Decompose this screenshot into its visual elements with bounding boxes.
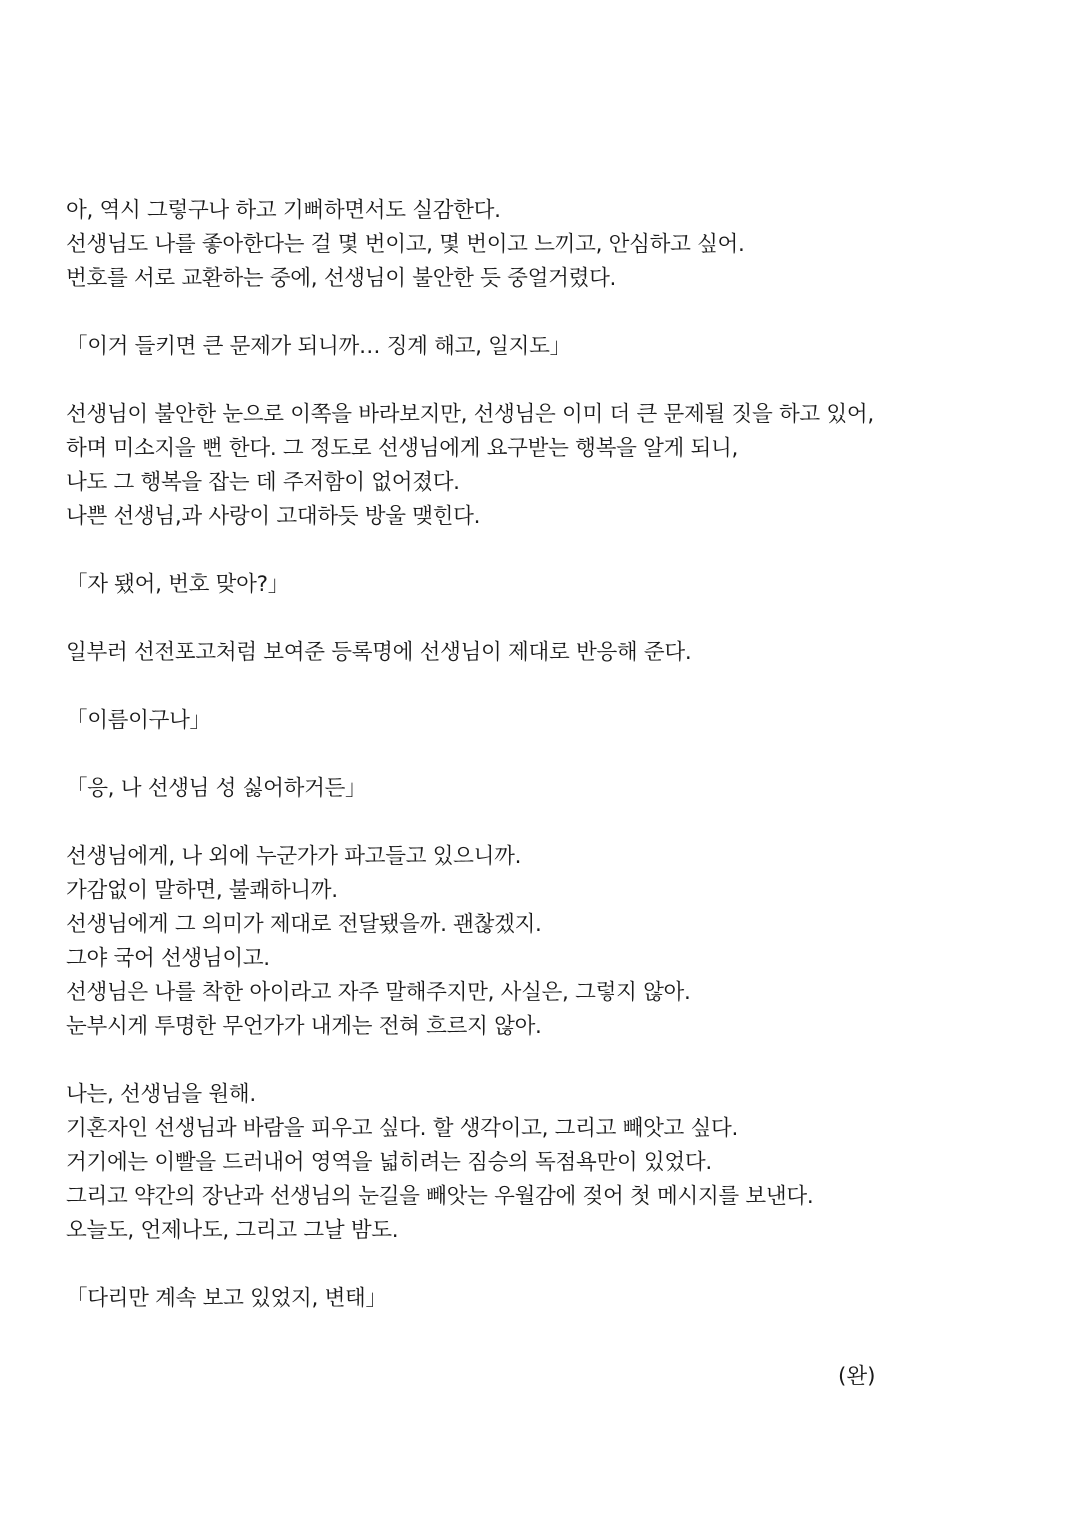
paragraph <box>66 1078 1026 1248</box>
text-line: 일부러 선전포고처럼 보여준 등록명에 선생님이 제대로 반응해 준다. <box>66 640 692 665</box>
text-line: 그리고 약간의 장난과 선생님의 눈길을 빼앗는 우월감에 젖어 첫 메시지를 보낸다. <box>66 1184 814 1209</box>
dialogue-line: 「자 됐어, 번호 맞아?」 <box>66 572 289 597</box>
text-line: 나도 그 행복을 잡는 데 주저함이 없어졌다. <box>66 470 460 495</box>
text-line: 그야 국어 선생님이고. <box>66 946 270 971</box>
text-line: 선생님도 나를 좋아한다는 걸 몇 번이고, 몇 번이고 느끼고, 안심하고 싶어. <box>66 232 745 257</box>
text-line: 오늘도, 언제나도, 그리고 그날 밤도. <box>66 1218 399 1243</box>
text-line: 선생님이 불안한 눈으로 이쪽을 바라보지만, 선생님은 이미 더 큰 문제될 짓을 하고 있어, <box>66 402 874 427</box>
paragraph <box>66 194 1026 296</box>
text-line: 가감없이 말하면, 불쾌하니까. <box>66 878 338 903</box>
dialogue-line: 「이거 들키면 큰 문제가 되니까… 징계 해고, 일지도」 <box>66 334 571 359</box>
text-line: 거기에는 이빨을 드러내어 영역을 넓히려는 짐승의 독점욕만이 있었다. <box>66 1150 712 1175</box>
text-line: 번호를 서로 교환하는 중에, 선생님이 불안한 듯 중얼거렸다. <box>66 266 617 291</box>
text-line: 선생님은 나를 착한 아이라고 자주 말해주지만, 사실은, 그렇지 않아. <box>66 980 691 1005</box>
dialogue-paragraph <box>66 704 1026 738</box>
paragraph <box>66 636 1026 670</box>
dialogue-line: 「응, 나 선생님 성 싫어하거든」 <box>66 776 367 801</box>
story-text <box>66 194 1026 1350</box>
text-line: 나쁜 선생님,과 사랑이 고대하듯 방울 맺힌다. <box>66 504 481 529</box>
dialogue-line: 「이름이구나」 <box>66 708 211 733</box>
end-mark: (완) <box>838 1364 876 1389</box>
text-line: 하며 미소지을 뻔 한다. 그 정도로 선생님에게 요구받는 행복을 알게 되니, <box>66 436 739 461</box>
text-line: 기혼자인 선생님과 바람을 피우고 싶다. 할 생각이고, 그리고 빼앗고 싶다. <box>66 1116 739 1141</box>
text-line: 아, 역시 그렇구나 하고 기뻐하면서도 실감한다. <box>66 198 501 223</box>
text-line: 선생님에게 그 의미가 제대로 전달됐을까. 괜찮겠지. <box>66 912 542 937</box>
paragraph <box>66 840 1026 1044</box>
text-line: 눈부시게 투명한 무언가가 내게는 전혀 흐르지 않아. <box>66 1014 542 1039</box>
dialogue-paragraph <box>66 330 1026 364</box>
dialogue-paragraph <box>66 772 1026 806</box>
paragraph <box>66 398 1026 534</box>
text-line: 나는, 선생님을 원해. <box>66 1082 256 1107</box>
dialogue-paragraph <box>66 568 1026 602</box>
dialogue-line: 「다리만 계속 보고 있었지, 변태」 <box>66 1286 387 1311</box>
dialogue-paragraph <box>66 1282 1026 1316</box>
text-line: 선생님에게, 나 외에 누군가가 파고들고 있으니까. <box>66 844 522 869</box>
